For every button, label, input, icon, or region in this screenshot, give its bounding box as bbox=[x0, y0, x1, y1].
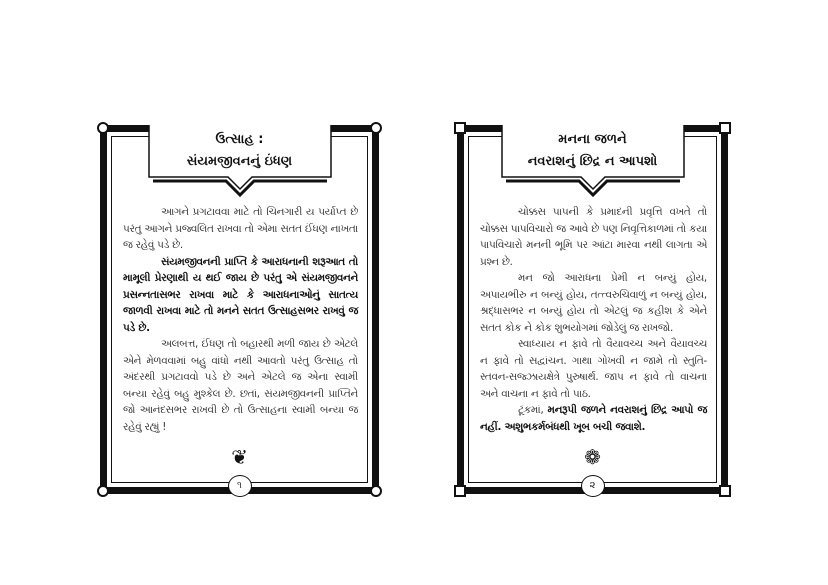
paragraph-bold: સંયમજીવનની પ્રાપ્તિ કે આરાધનાની શરૂઆત તો મામૂલી પ્રેરણાથી ય થઈ જાય છે પરંતુ એ સંયમજીવનને પ્રસન્નતાસભર રાખવા માટે કે આરાધનાઓનું સાતત્ય જાળવી રાખવા માટે તો મનને સતત ઉત્સાહસભર રાખવું જ પડે છે. bbox=[123, 255, 358, 334]
page-number: ૧ bbox=[228, 475, 252, 497]
title-line-2: સંયમજીવનનું ઇંધણ bbox=[186, 154, 293, 169]
paragraph: ટૂંકમાં, bbox=[518, 404, 548, 416]
paragraph: સ્વાધ્યાય ન ફાવે તો વૈયાવચ્ચ અને વૈયાવચ્ચ ન ફાવે તો સદ્વાંચન. ગાથા ગોખવી ન જામે તો સ્તુતિ-સ્તવન-સજ્ઝાયક્ષેત્રે પુરુષાર્થ. જાપ ન ફાવે તો વાચના અને વાચના ન ફાવે તો પાઠ. bbox=[480, 338, 707, 400]
paragraph: ચોક્કસ પાપની કે પ્રમાદની પ્રવૃત્તિ વખતે તો ચોક્કસ પાપવિચારો જ આવે છે પણ નિવૃત્તિકાળમાં તો કયા પાપવિચારો મનની ભૂમિ પર આંટા મારવા નથી લાગતા એ પ્રશ્ન છે. bbox=[480, 206, 707, 268]
flourish-ornament-icon: ❁ bbox=[584, 445, 601, 469]
corner-ornament bbox=[719, 485, 731, 497]
corner-ornament bbox=[454, 485, 466, 497]
page-1 bbox=[100, 125, 379, 494]
corner-ornament bbox=[370, 485, 382, 497]
corner-ornament bbox=[370, 122, 382, 134]
page-2 bbox=[457, 125, 728, 494]
title-line-1: મનના જળને bbox=[558, 132, 627, 147]
title-line-2: નવરાશનું છિદ્ર ન આપશો bbox=[527, 154, 658, 169]
page-title-box bbox=[501, 125, 685, 191]
flourish-ornament-icon: ❦ bbox=[231, 445, 248, 469]
corner-ornament bbox=[97, 122, 109, 134]
page-title-box bbox=[148, 125, 332, 191]
corner-ornament bbox=[97, 485, 109, 497]
paragraph: અલબત્ત, ઈંધણ તો બહારથી મળી જાય છે એટલે એને મેળવવામાં બહુ વાંધો નથી આવતો પરંતુ ઉત્સાહ તો અંદરથી પ્રગટાવવો પડે છે અને એટલે જ એના સ્વામી બન્યા રહેવું બહુ મુશ્કેલ છે. છતાં, સંયમજીવનની પ્રાપ્તિને જો આનંદસભર રાખવી છે તો ઉત્સાહના સ્વામી બન્યા જ રહેવું રહ્યું ! bbox=[123, 338, 358, 433]
corner-ornament bbox=[719, 122, 731, 134]
paragraph-bold: મનરૂપી જળને નવરાશનું છિદ્ર આપો જ નહીં. અશુભકર્મબંધથી ખૂબ બચી જવાશે. bbox=[480, 404, 707, 433]
paragraph: આગને પ્રગટાવવા માટે તો ચિનગારી ય પર્યાપ્ત છે પરંતુ આગને પ્રજ્વલિત રાખવા તો એમા સતત ઈંધણ નાખતા જ રહેવું પડે છે. bbox=[123, 206, 358, 251]
title-line-1: ઉત્સાહ : bbox=[215, 132, 264, 147]
page-body bbox=[123, 204, 358, 435]
corner-ornament bbox=[454, 122, 466, 134]
page-number: ૨ bbox=[581, 475, 605, 497]
paragraph: મન જો આરાધના પ્રેમી ન બન્યું હોય, અપાયભીરુ ન બન્યું હોય, તત્ત્વરુચિવાળું ન બન્યું હોય, શ્રદ્ધાસભર ન બન્યું હોય તો એટલું જ કહીશ કે એને સતત કોક ને કોક શુભયોગમાં જોડેલું જ રાખજો. bbox=[480, 272, 707, 334]
page-body bbox=[480, 204, 707, 435]
